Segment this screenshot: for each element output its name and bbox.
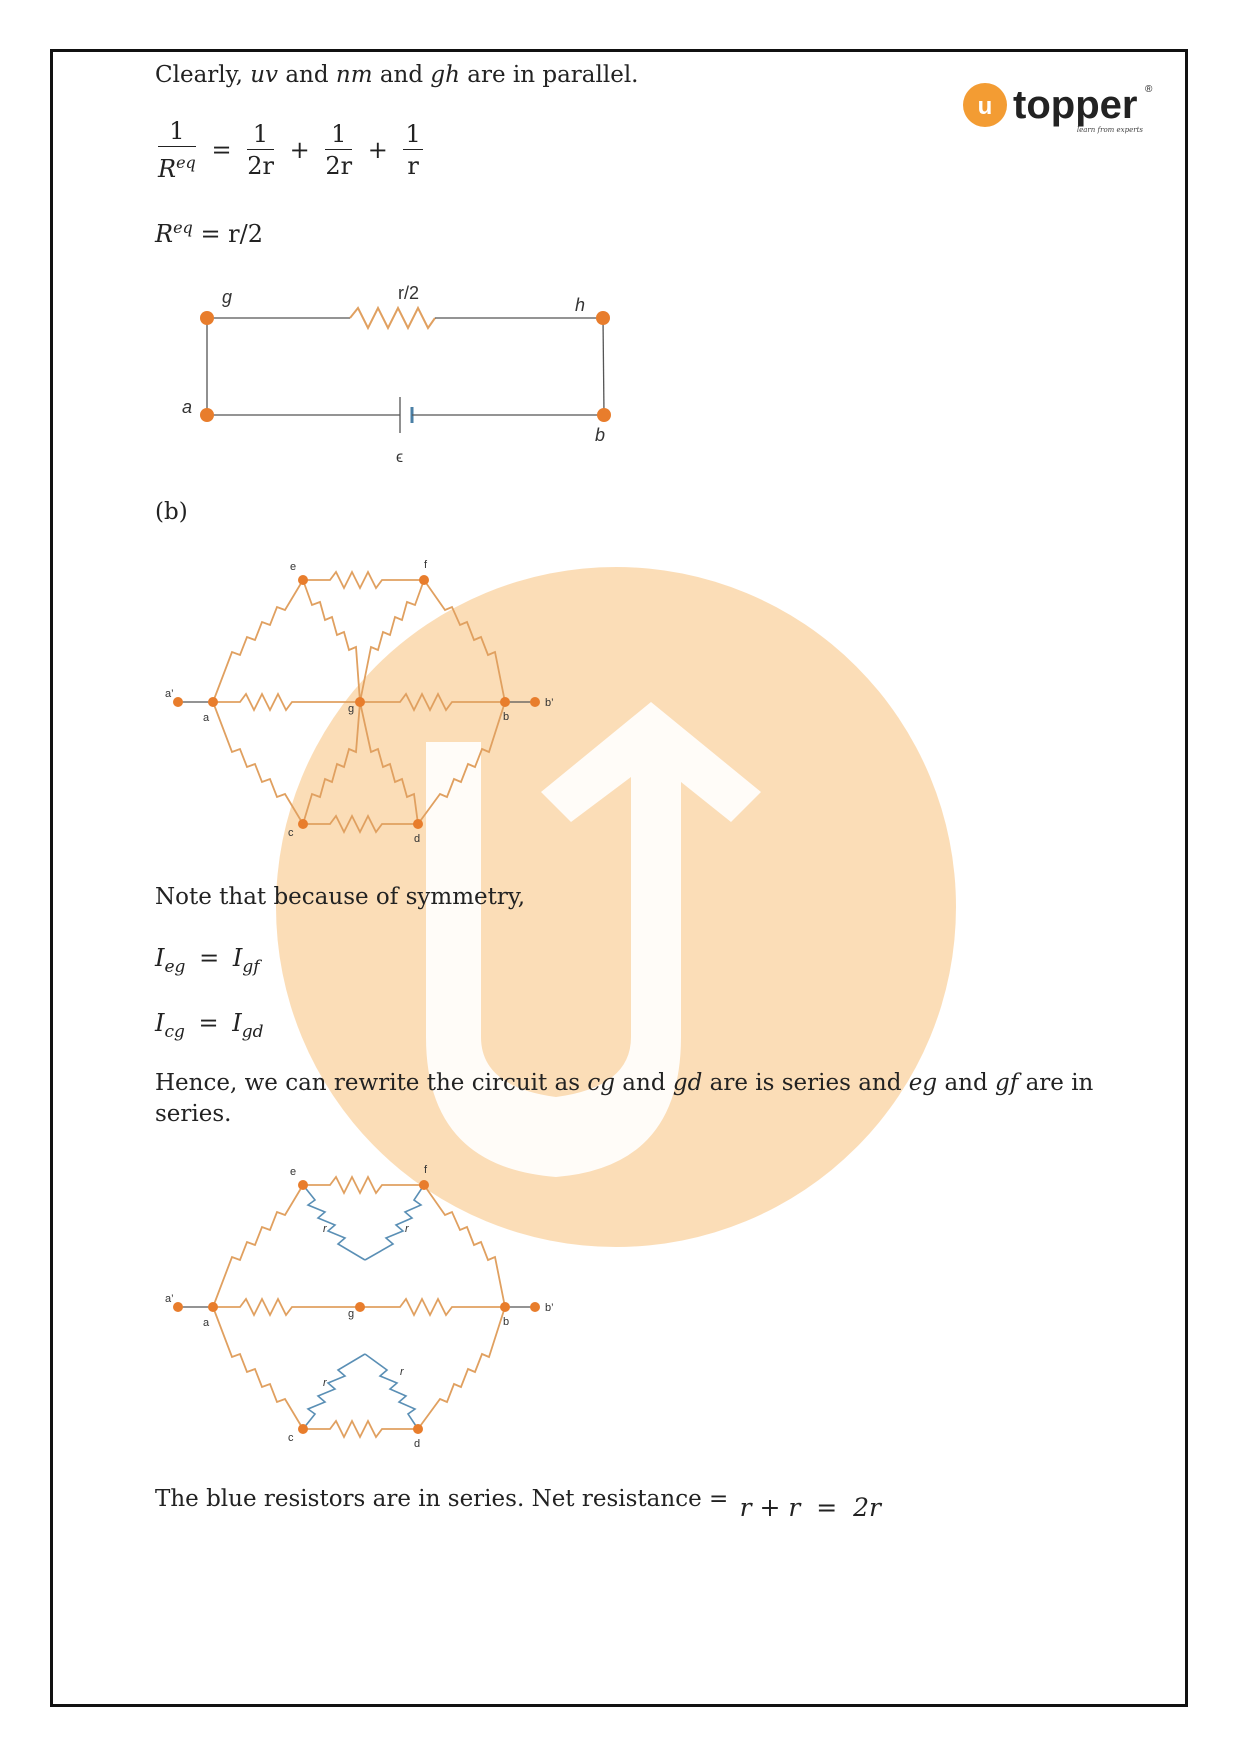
svg-text:b’: b’ xyxy=(545,1302,554,1314)
node-a-label: a xyxy=(203,712,210,724)
equation-current-cg-gd: $I_{cg} = I_{gd}$ xyxy=(155,1009,264,1042)
svg-text:a’: a’ xyxy=(165,1293,174,1305)
node-c-label: c xyxy=(288,827,294,839)
circuit-hexagon xyxy=(160,555,580,855)
svg-text:b: b xyxy=(503,1316,510,1328)
resistor-label: r/2 xyxy=(398,283,420,303)
svg-text:f: f xyxy=(424,1164,428,1176)
equation-current-eg-gf: $I_{eg} = I_{gf}$ xyxy=(155,944,260,977)
node-a-prime-label: a’ xyxy=(165,688,174,700)
svg-text:u: u xyxy=(977,93,993,120)
circuit-simplified xyxy=(170,275,630,475)
parallel-statement: Clearly, uv and nm and gh are in parallel. xyxy=(155,62,639,88)
logo-text: topper xyxy=(1013,83,1138,127)
svg-text:e: e xyxy=(290,1166,297,1178)
node-g-label: g xyxy=(348,703,355,715)
hence-statement: Hence, we can rewrite the circuit as cg and gd are is series and eg and gf are in xyxy=(155,1070,1094,1096)
svg-text:d: d xyxy=(414,1438,421,1450)
equation-req-parallel: $\frac{1}{R^{eq}}$ = $\frac{1}{2r}$ + $\frac{1}{2r}$ + $\frac{1}{r}$ xyxy=(158,117,421,183)
node-g-label: g xyxy=(222,287,233,307)
node-e-label: e xyxy=(290,561,297,573)
svg-text:®: ® xyxy=(1145,84,1153,95)
node-b-label: b xyxy=(503,711,510,723)
svg-text:r: r xyxy=(323,1223,327,1235)
hence-statement-continued: series. xyxy=(155,1101,232,1127)
svg-text:r: r xyxy=(400,1366,404,1378)
node-f-label: f xyxy=(424,559,428,571)
node-b-label: b xyxy=(595,425,606,445)
topper-logo xyxy=(963,78,1163,138)
node-a-label: a xyxy=(182,397,193,417)
circuit-rewritten xyxy=(160,1160,580,1460)
node-b-prime-label: b’ xyxy=(545,697,554,709)
emf-label: ϵ xyxy=(396,449,404,466)
svg-text:r: r xyxy=(323,1377,327,1389)
net-resistance-statement: The blue resistors are in series. Net resistance = r + r = 2r xyxy=(155,1486,881,1522)
part-b-label: (b) xyxy=(155,499,188,525)
svg-text:g: g xyxy=(348,1308,355,1320)
equation-req-result: $R^{eq} = r/2$ xyxy=(155,218,264,248)
svg-text:learn from experts: learn from experts xyxy=(1076,126,1143,134)
svg-text:a: a xyxy=(203,1317,210,1329)
node-d-label: d xyxy=(414,833,421,845)
svg-text:r: r xyxy=(405,1223,409,1235)
symmetry-note: Note that because of symmetry, xyxy=(155,884,526,910)
svg-text:c: c xyxy=(288,1432,294,1444)
node-h-label: h xyxy=(575,295,586,315)
